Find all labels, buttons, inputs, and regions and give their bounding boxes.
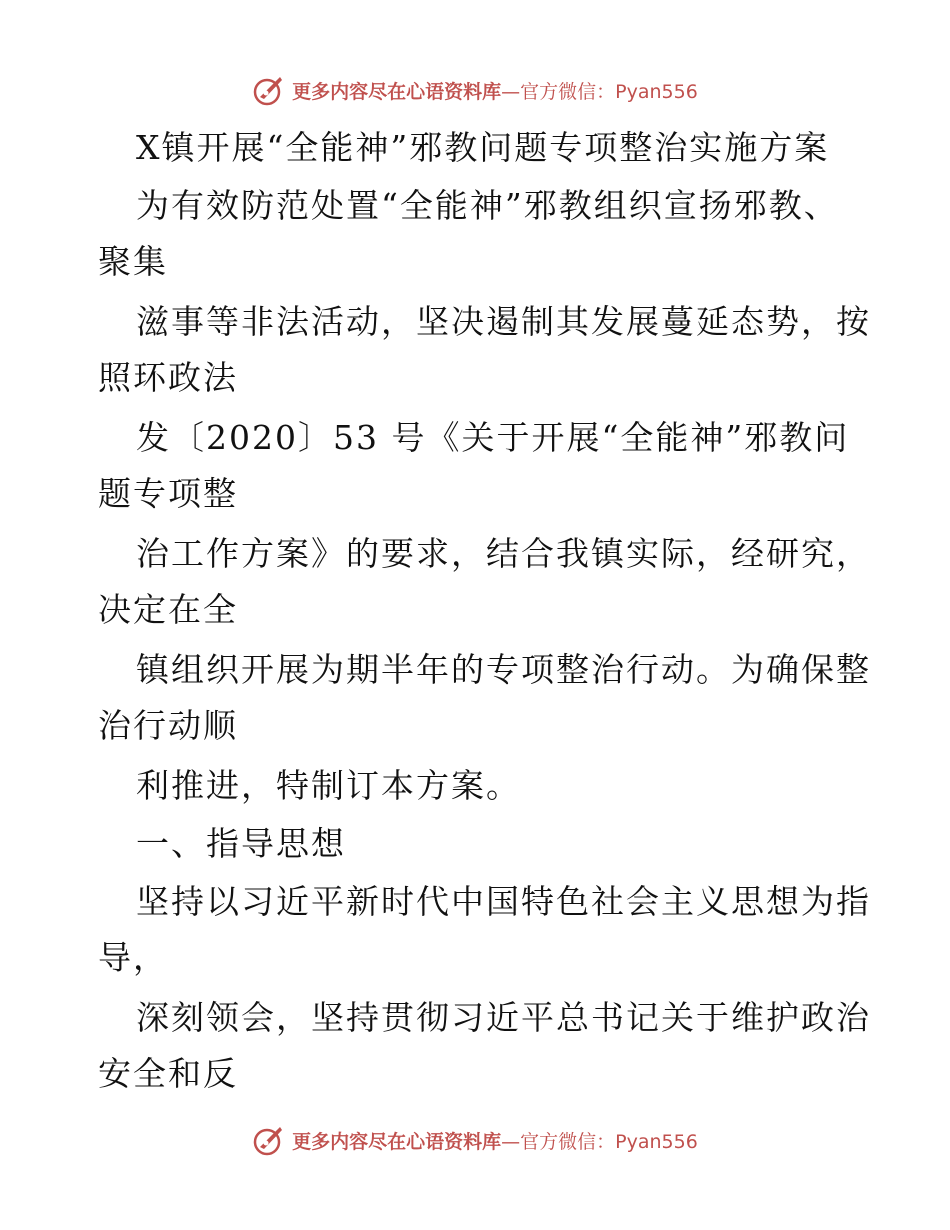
footer-text [292,1127,698,1154]
paragraph-line: 深刻领会，坚持贯彻习近平总书记关于维护政治 [136,998,871,1037]
paragraph-line: 导， [98,938,168,977]
paragraph-line: 治工作方案》的要求，结合我镇实际，经研究， [136,534,871,573]
paragraph-line: 发〔2020〕53 号《关于开展“全能神”邪教问 [136,418,850,457]
paragraph-line: 滋事等非法活动，坚决遏制其发展蔓延态势，按 [136,302,871,341]
section-heading: 一、指导思想 [136,824,346,863]
header-banner [0,70,950,110]
footer-contact: —官方微信：Pyan556 [501,1130,698,1153]
paragraph-line: 利推进，特制订本方案。 [136,766,521,805]
paragraph-line: 为有效防范处置“全能神”邪教组织宣扬邪教、 [136,186,839,225]
header-text [292,77,698,104]
footer-brand: 更多内容尽在心语资料库 [292,1130,502,1153]
paragraph-line: 镇组织开展为期半年的专项整治行动。为确保整 [136,650,871,689]
header-brand: 更多内容尽在心语资料库 [292,80,502,103]
quill-logo-icon [252,1123,286,1157]
quill-logo-icon [252,73,286,107]
paragraph-line: 安全和反 [98,1054,238,1093]
document-title: X镇开展“全能神”邪教问题专项整治实施方案 [136,128,830,167]
footer-banner [0,1120,950,1160]
paragraph-line: 照环政法 [98,358,238,397]
paragraph-line: 题专项整 [98,474,238,513]
paragraph-line: 决定在全 [98,590,238,629]
paragraph-line: 治行动顺 [98,706,238,745]
paragraph-line: 坚持以习近平新时代中国特色社会主义思想为指 [136,882,871,921]
header-contact: —官方微信：Pyan556 [501,80,698,103]
paragraph-line: 聚集 [98,242,168,281]
